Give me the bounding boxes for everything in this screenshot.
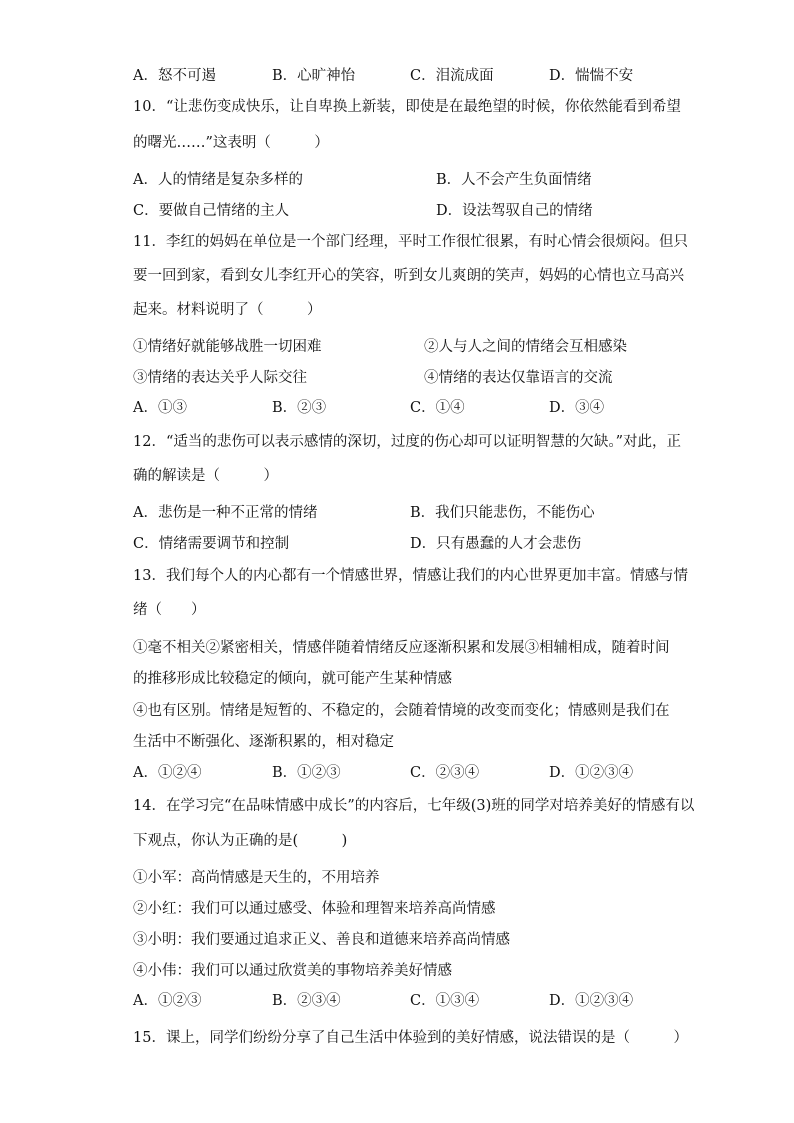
- q13-option-c: C．②③④: [410, 765, 480, 781]
- q14-option-c: C．①③④: [410, 993, 480, 1009]
- q11-option-d: D．③④: [549, 400, 605, 416]
- q14-item-4: ④小伟：我们可以通过欣赏美的事物培养美好情感: [133, 963, 452, 979]
- q10-option-c: C．要做自己情绪的主人: [133, 203, 290, 219]
- q12-option-b: B．我们只能悲伤，不能伤心: [410, 505, 595, 521]
- q14-option-b: B．②③④: [272, 993, 341, 1009]
- q11-option-a: A．①③: [133, 400, 187, 416]
- q12-stem-line2: 确的解读是（ ）: [133, 468, 278, 484]
- q13-item-line1: ①毫不相关②紧密相关，情感伴随着情绪反应逐渐积累和发展③相辅相成，随着时间: [133, 640, 670, 656]
- q12-option-d: D．只有愚蠢的人才会悲伤: [410, 536, 582, 552]
- q13-option-a: A．①②④: [133, 765, 202, 781]
- q9-option-a: A．怒不可遏: [133, 68, 216, 84]
- q11-item-4: ④情绪的表达仅靠语言的交流: [424, 370, 613, 386]
- q12-option-c: C．情绪需要调节和控制: [133, 536, 290, 552]
- q11-stem-line2: 要一回到家，看到女儿李红开心的笑容，听到女儿爽朗的笑声，妈妈的心情也立马高兴: [133, 268, 684, 284]
- q10-stem-line1: 10．“让悲伤变成快乐，让自卑换上新装，即使是在最绝望的时候，你依然能看到希望: [133, 99, 681, 115]
- q14-stem-line2: 下观点，你认为正确的是( ): [133, 833, 348, 849]
- q13-stem-line1: 13．我们每个人的内心都有一个情感世界，情感让我们的内心世界更加丰富。情感与情: [133, 568, 688, 584]
- q14-item-2: ②小红：我们可以通过感受、体验和理智来培养高尚情感: [133, 901, 496, 917]
- q13-item-line3: ④也有区别。情绪是短暂的、不稳定的，会随着情境的改变而变化；情感则是我们在: [133, 703, 670, 719]
- q11-item-1: ①情绪好就能够战胜一切困难: [133, 339, 322, 355]
- q13-stem-line2: 绪（ ）: [133, 602, 206, 618]
- q14-option-a: A．①②③: [133, 993, 202, 1009]
- q10-option-d: D．设法驾驭自己的情绪: [436, 203, 593, 219]
- q14-stem-line1: 14．在学习完“在品味情感中成长”的内容后，七年级(3)班的同学对培养美好的情感有以: [133, 798, 695, 814]
- q13-option-d: D．①②③④: [549, 765, 634, 781]
- q10-stem-line2: 的曙光……”这表明（ ）: [133, 135, 329, 151]
- q11-option-c: C．①④: [410, 400, 465, 416]
- q14-item-3: ③小明：我们要通过追求正义、善良和道德来培养高尚情感: [133, 932, 510, 948]
- q13-item-line4: 生活中不断强化、逐渐积累的，相对稳定: [133, 734, 394, 750]
- q11-item-3: ③情绪的表达关乎人际交往: [133, 370, 307, 386]
- q9-option-d: D．惴惴不安: [549, 68, 634, 84]
- q9-option-c: C．泪流成面: [410, 68, 494, 84]
- q13-item-line2: 的推移形成比较稳定的倾向，就可能产生某种情感: [133, 671, 452, 687]
- q11-stem-line1: 11．李红的妈妈在单位是一个部门经理，平时工作很忙很累，有时心情会很烦闷。但只: [133, 234, 688, 250]
- q9-option-b: B．心旷神怡: [272, 68, 356, 84]
- q10-option-b: B．人不会产生负面情绪: [436, 172, 592, 188]
- q14-option-d: D．①②③④: [549, 993, 634, 1009]
- q12-stem-line1: 12．“适当的悲伤可以表示感情的深切，过度的伤心却可以证明智慧的欠缺。”对此，正: [133, 434, 682, 450]
- q15-stem-line1: 15．课上，同学们纷纷分享了自己生活中体验到的美好情感，说法错误的是（ ）: [133, 1030, 688, 1046]
- q11-stem-line3: 起来。材料说明了（ ）: [133, 302, 322, 318]
- q10-option-a: A．人的情绪是复杂多样的: [133, 172, 303, 188]
- q13-option-b: B．①②③: [272, 765, 341, 781]
- q11-item-2: ②人与人之间的情绪会互相感染: [424, 339, 627, 355]
- q11-option-b: B．②③: [272, 400, 327, 416]
- q14-item-1: ①小军：高尚情感是天生的，不用培养: [133, 870, 380, 886]
- q12-option-a: A．悲伤是一种不正常的情绪: [133, 505, 318, 521]
